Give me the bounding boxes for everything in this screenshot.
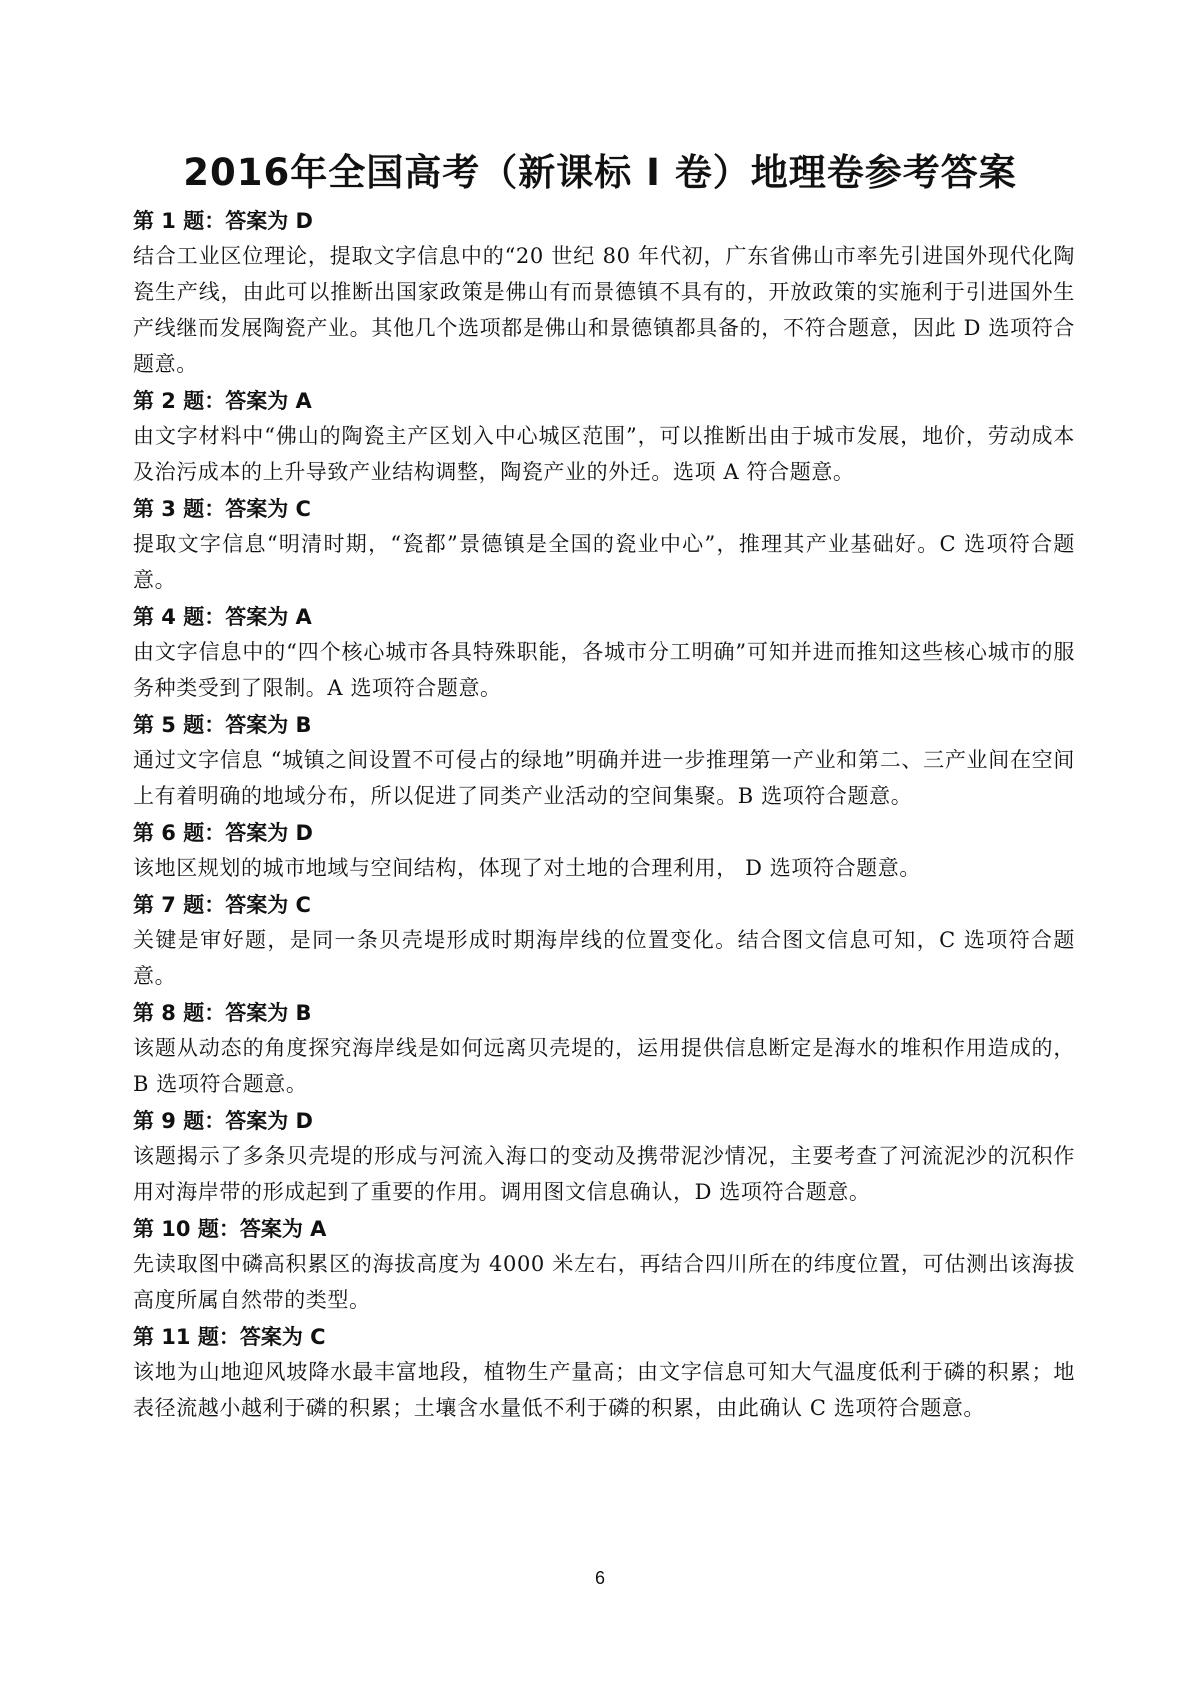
answer-item-2	[133, 384, 1075, 490]
answer-heading: 第 10 题：答案为 A	[133, 1217, 327, 1241]
answer-list	[133, 204, 1075, 1428]
answer-explanation: 先读取图中磷高积累区的海拔高度为 4000 米左右，再结合四川所在的纬度位置，可估测出该海拔高度所属自然带的类型。	[133, 1252, 1075, 1312]
answer-heading: 第 9 题：答案为 D	[133, 1109, 313, 1133]
answer-item-5	[133, 708, 1075, 814]
answer-explanation: 该题揭示了多条贝壳堤的形成与河流入海口的变动及携带泥沙情况，主要考查了河流泥沙的沉积作用对海岸带的形成起到了重要的作用。调用图文信息确认，D 选项符合题意。	[133, 1144, 1075, 1204]
answer-item-6	[133, 816, 1075, 886]
answer-explanation: 由文字信息中的“四个核心城市各具特殊职能，各城市分工明确”可知并进而推知这些核心城市的服务种类受到了限制。A 选项符合题意。	[133, 640, 1075, 700]
answer-heading: 第 5 题：答案为 B	[133, 713, 312, 737]
page-title: 2016年全国高考（新课标 I 卷）地理卷参考答案	[183, 151, 1017, 194]
answer-item-4	[133, 600, 1075, 706]
answer-explanation: 关键是审好题，是同一条贝壳堤形成时期海岸线的位置变化。结合图文信息可知，C 选项符合题意。	[133, 928, 1075, 988]
answer-explanation: 通过文字信息 “城镇之间设置不可侵占的绿地”明确并进一步推理第一产业和第二、三产业间在空间上有着明确的地域分布，所以促进了同类产业活动的空间集聚。B 选项符合题意。	[133, 748, 1075, 808]
answer-explanation: 该地区规划的城市地域与空间结构，体现了对土地的合理利用， D 选项符合题意。	[133, 856, 921, 880]
answer-item-10	[133, 1212, 1075, 1318]
answer-heading: 第 4 题：答案为 A	[133, 605, 312, 629]
answer-explanation: 该题从动态的角度探究海岸线是如何远离贝壳堤的，运用提供信息断定是海水的堆积作用造成的，B 选项符合题意。	[133, 1036, 1075, 1096]
answer-item-8	[133, 996, 1075, 1102]
answer-explanation: 该地为山地迎风坡降水最丰富地段，植物生产量高；由文字信息可知大气温度低利于磷的积累；地表径流越小越利于磷的积累；土壤含水量低不利于磷的积累，由此确认 C 选项符合题意。	[133, 1360, 1075, 1420]
page-number: 6	[594, 1568, 605, 1588]
answer-heading: 第 2 题：答案为 A	[133, 389, 312, 413]
answer-explanation: 提取文字信息“明清时期，“瓷都”景德镇是全国的瓷业中心”，推理其产业基础好。C 选项符合题意。	[133, 532, 1075, 592]
answer-item-7	[133, 888, 1075, 994]
answer-heading: 第 6 题：答案为 D	[133, 821, 313, 845]
answer-heading: 第 11 题：答案为 C	[133, 1325, 326, 1349]
answer-item-11	[133, 1320, 1075, 1426]
answer-heading: 第 7 题：答案为 C	[133, 893, 311, 917]
answer-heading: 第 1 题：答案为 D	[133, 209, 313, 233]
answer-heading: 第 3 题：答案为 C	[133, 497, 311, 521]
answer-heading: 第 8 题：答案为 B	[133, 1001, 312, 1025]
answer-item-1	[133, 204, 1075, 382]
answer-explanation: 由文字材料中“佛山的陶瓷主产区划入中心城区范围”，可以推断出由于城市发展，地价，劳动成本及治污成本的上升导致产业结构调整，陶瓷产业的外迁。选项 A 符合题意。	[133, 424, 1075, 484]
answer-item-9	[133, 1104, 1075, 1210]
answer-item-3	[133, 492, 1075, 598]
answer-explanation: 结合工业区位理论，提取文字信息中的“20 世纪 80 年代初，广东省佛山市率先引进国外现代化陶瓷生产线，由此可以推断出国家政策是佛山有而景德镇不具有的，开放政策的实施利于引进国外生产线继而发展陶瓷产业。其他几个选项都是佛山和景德镇都具备的，不符合题意，因此 D 选项符合题意。	[133, 244, 1075, 376]
